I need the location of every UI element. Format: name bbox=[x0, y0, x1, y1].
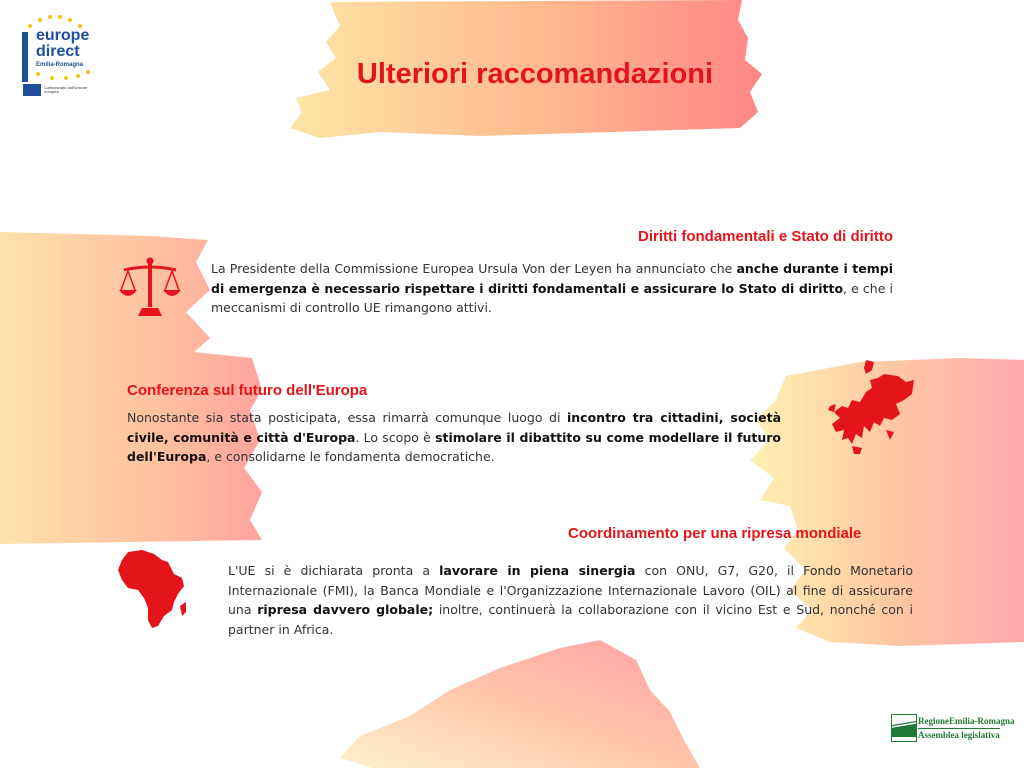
scales-of-justice-icon bbox=[118, 256, 182, 318]
africa-map-icon bbox=[118, 550, 190, 628]
page-title: Ulteriori raccomandazioni bbox=[356, 58, 714, 90]
europe-map-icon bbox=[826, 360, 916, 456]
bold-segment: stimolare il dibattito su come modellare il futuro dell'Europa bbox=[127, 429, 781, 464]
logo-cofinanced-text: Cofinanziato dall'Unione europea bbox=[44, 85, 88, 95]
logo-direct-text: direct bbox=[36, 43, 80, 60]
regione-logo-mark-icon bbox=[891, 714, 917, 742]
text-segment: . Lo scopo è bbox=[355, 429, 436, 445]
text-segment: , e che i meccanismi di controllo UE rimangono attivi. bbox=[211, 280, 894, 315]
logo-bar bbox=[22, 32, 28, 82]
text-segment: L'UE si è dichiarata pronta a bbox=[228, 563, 440, 578]
text-segment: , e consolidarne le fondamenta democratiche. bbox=[206, 449, 495, 464]
regione-emilia-romagna-logo bbox=[891, 714, 1015, 742]
regione-logo-line2: Assemblea legislativa bbox=[918, 730, 1000, 740]
text-segment: Nonostante sia stata posticipata, essa rimarrà comunque luogo di bbox=[127, 410, 567, 425]
bold-segment: ripresa davvero globale; bbox=[257, 602, 434, 617]
bold-segment: lavorare in piena sinergia bbox=[439, 563, 636, 578]
europe-direct-logo bbox=[18, 14, 98, 100]
regione-logo-line1: RegioneEmilia-Romagna bbox=[918, 716, 1015, 726]
text-segment: La Presidente della Commissione Europea Ursula Von der Leyen ha annunciato che bbox=[211, 261, 737, 276]
eu-flag-icon bbox=[23, 84, 41, 96]
bold-segment: anche durante i tempi di emergenza è necessario rispettare i diritti fondamentali e assicurare lo Stato di diritto bbox=[211, 261, 893, 296]
logo-europe-text: europe bbox=[36, 27, 90, 44]
bold-segment: incontro tra cittadini, società civile, comunità e città d'Europa bbox=[127, 410, 781, 445]
section-text-coordinamento bbox=[228, 561, 913, 639]
section-title-coordinamento: Coordinamento per una ripresa mondiale bbox=[568, 525, 862, 542]
text-segment: con ONU, G7, G20, il Fondo Monetario Internazionale (FMI), la Banca Mondiale e l'Organizzazione Internazionale Lavoro (OIL) al fine di assicurare una bbox=[228, 563, 913, 617]
section-text-conferenza bbox=[127, 408, 781, 467]
logo-region-text: Emilia-Romagna bbox=[36, 62, 84, 68]
brush-stroke-bottom bbox=[340, 640, 700, 768]
section-title-conferenza: Conferenza sul futuro dell'Europa bbox=[127, 382, 368, 399]
section-title-diritti: Diritti fondamentali e Stato di diritto bbox=[638, 228, 893, 245]
section-text-diritti bbox=[211, 259, 893, 318]
text-segment: inoltre, continuerà la collaborazione con il vicino Est e Sud, nonché con i partner in Africa. bbox=[228, 602, 913, 637]
